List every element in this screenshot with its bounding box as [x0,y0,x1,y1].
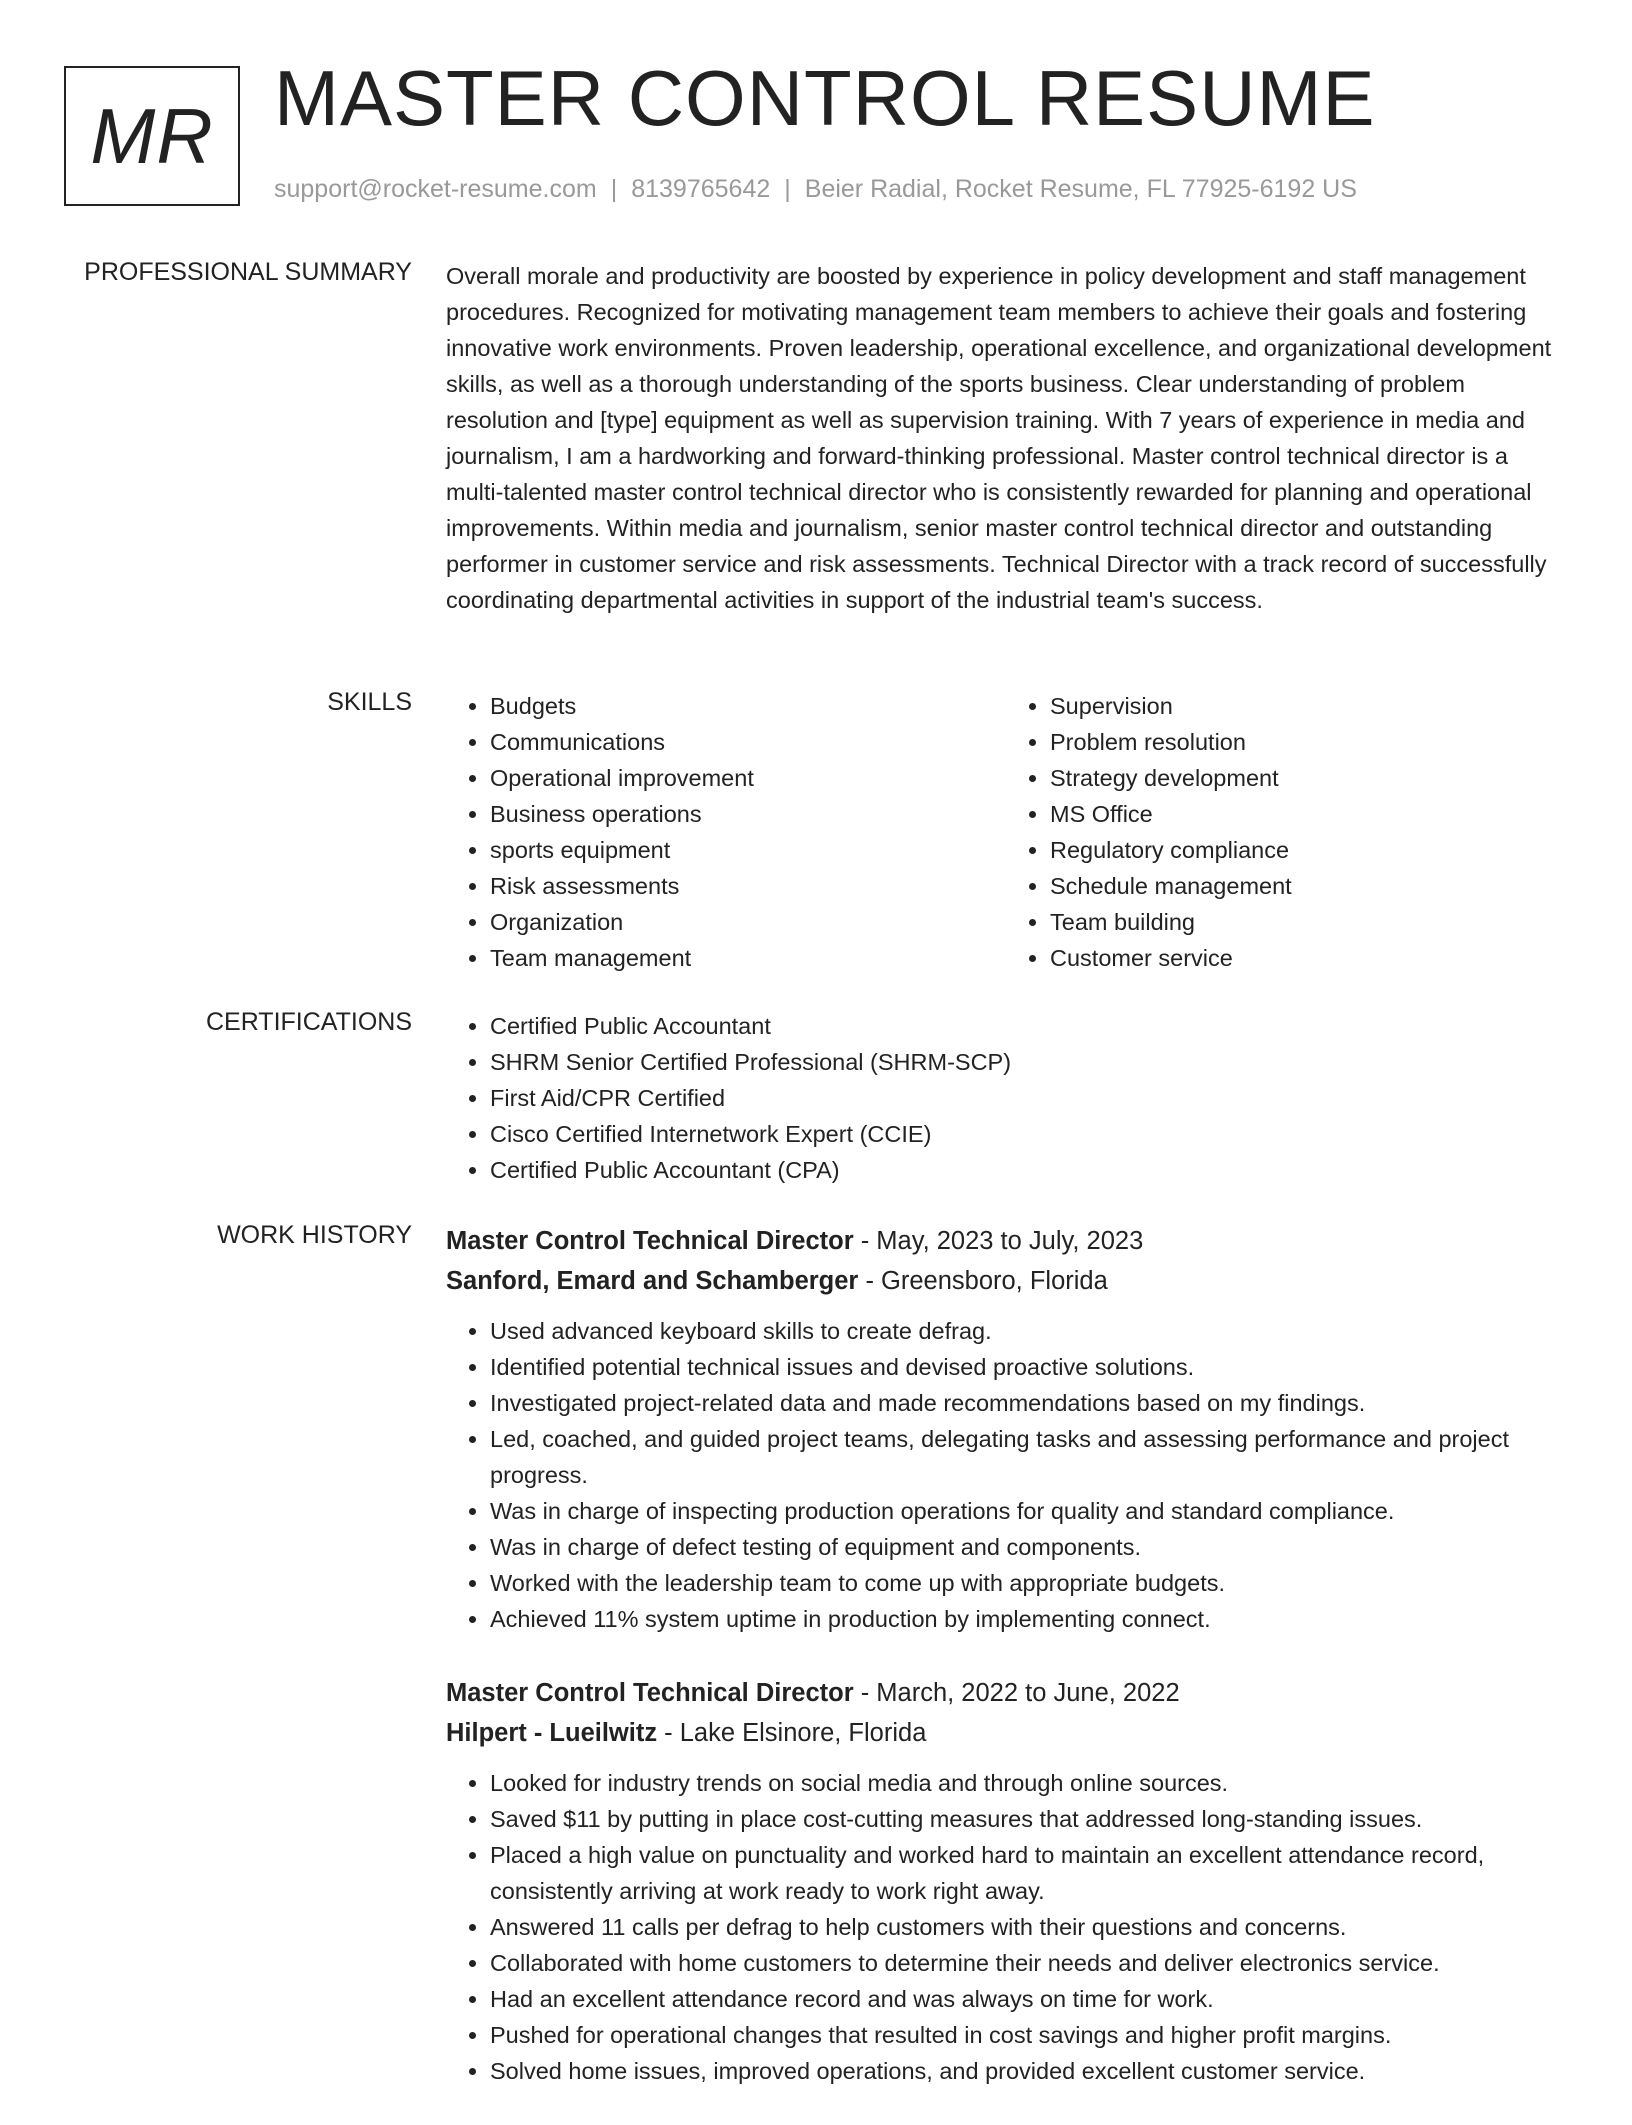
skill-item: • Schedule management [1050,868,1566,904]
job-company: Sanford, Emard and Schamberger [446,1267,859,1295]
job-bullets [446,1765,1566,2089]
job-bullet: • Collaborated with home customers to determine their needs and deliver electronics service. [490,1945,1566,1981]
skill-item: • Team management [490,940,1006,976]
job-title-line [446,1673,1566,1713]
skill-item: • Team building [1050,904,1566,940]
contact-email[interactable]: support@rocket-resume.com [274,175,597,203]
certification-item: • SHRM Senior Certified Professional (SHRM-SCP) [490,1044,1566,1080]
job-bullet: • Was in charge of defect testing of equipment and components. [490,1529,1566,1565]
skill-item: • Customer service [1050,940,1566,976]
work-history-body [446,1221,1566,2125]
job-bullet: • Used advanced keyboard skills to create defrag. [490,1313,1566,1349]
job-title: Master Control Technical Director [446,1679,854,1707]
contact-separator: | [784,175,791,203]
job-bullet: • Identified potential technical issues and devised proactive solutions. [490,1349,1566,1385]
job-bullets [446,1313,1566,1637]
skill-item: • sports equipment [490,832,1006,868]
skills-list-right [1006,688,1566,976]
job-bullet: • Solved home issues, improved operations, and provided excellent customer service. [490,2053,1566,2089]
job-company-line [446,1261,1566,1301]
job-company: Hilpert - Lueilwitz [446,1719,658,1747]
work-history-heading: WORK HISTORY [217,1221,412,1249]
job-bullet: • Had an excellent attendance record and was always on time for work. [490,1981,1566,2017]
monogram-box [64,66,240,206]
certifications-heading: CERTIFICATIONS [205,1008,412,1036]
skill-item: • Business operations [490,796,1006,832]
monogram-initials: MR [90,91,214,180]
job-bullet: • Was in charge of inspecting production operations for quality and standard compliance. [490,1493,1566,1529]
skills-body [446,688,1566,976]
contact-separator: | [610,175,618,203]
summary-heading: PROFESSIONAL SUMMARY [84,258,412,286]
contact-line [274,175,1357,204]
job-dates: - March, 2022 to June, 2022 [853,1679,1180,1707]
skill-item: • Budgets [490,688,1006,724]
summary-text: Overall morale and productivity are boosted by experience in policy development and staff management procedures. Recognized for motivating management team members to achieve their goals and fostering innovative work environments. Proven leadership, operational excellence, and organizational development skills, as well as a thorough understanding of the sports business. Clear understanding of problem resolution and [type] equipment as well as supervision training. With 7 years of experience in media and journalism, I am a hardworking and forward-thinking professional. Master control technical director is a multi-talented master control technical director who is consistently rewarded for planning and operational improvements. Within media and journalism, senior master control technical director and outstanding performer in customer service and risk assessments. Technical Director with a track record of successfully coordinating departmental activities in support of the industrial team's success. [446,263,1552,613]
skill-item: • Regulatory compliance [1050,832,1566,868]
job-bullet: • Placed a high value on punctuality and worked hard to maintain an excellent attendance record, consistently arriving at work ready to work right away. [490,1837,1566,1909]
summary-body [446,258,1566,618]
skill-item: • Organization [490,904,1006,940]
certification-item: • First Aid/CPR Certified [490,1080,1566,1116]
certifications-body [446,1008,1566,1188]
skill-item: • Strategy development [1050,760,1566,796]
contact-address: Beier Radial, Rocket Resume, FL 77925-6192 US [804,175,1357,203]
skill-item: • Communications [490,724,1006,760]
skill-item: • Supervision [1050,688,1566,724]
job-company-line [446,1713,1566,1753]
job-title: Master Control Technical Director [446,1227,854,1255]
skills-list-left [446,688,1006,976]
job-bullet: • Achieved 11% system uptime in production by implementing connect. [490,1601,1566,1637]
job-bullet: • Looked for industry trends on social media and through online sources. [490,1765,1566,1801]
job-bullet: • Led, coached, and guided project teams, delegating tasks and assessing performance and project progress. [490,1421,1566,1493]
skill-item: • Problem resolution [1050,724,1566,760]
skills-heading: SKILLS [327,688,412,716]
candidate-name: MASTER CONTROL RESUME [274,54,1376,142]
job-bullet: • Answered 11 calls per defrag to help customers with their questions and concerns. [490,1909,1566,1945]
skill-item: • MS Office [1050,796,1566,832]
job-title-line [446,1221,1566,1261]
job-entry [446,1673,1566,2089]
job-dates: - May, 2023 to July, 2023 [853,1227,1144,1255]
certifications-list [446,1008,1566,1188]
job-location: - Lake Elsinore, Florida [657,1719,927,1747]
certification-item: • Certified Public Accountant [490,1008,1566,1044]
job-bullet: • Worked with the leadership team to come up with appropriate budgets. [490,1565,1566,1601]
skill-item: • Operational improvement [490,760,1006,796]
contact-phone[interactable]: 8139765642 [631,175,771,203]
certification-item: • Certified Public Accountant (CPA) [490,1152,1566,1188]
job-location: - Greensboro, Florida [858,1267,1108,1295]
job-bullet: • Investigated project-related data and made recommendations based on my findings. [490,1385,1566,1421]
job-bullet: • Saved $11 by putting in place cost-cutting measures that addressed long-standing issues. [490,1801,1566,1837]
job-bullet: • Pushed for operational changes that resulted in cost savings and higher profit margins. [490,2017,1566,2053]
job-entry [446,1221,1566,1637]
certification-item: • Cisco Certified Internetwork Expert (CCIE) [490,1116,1566,1152]
skill-item: • Risk assessments [490,868,1006,904]
